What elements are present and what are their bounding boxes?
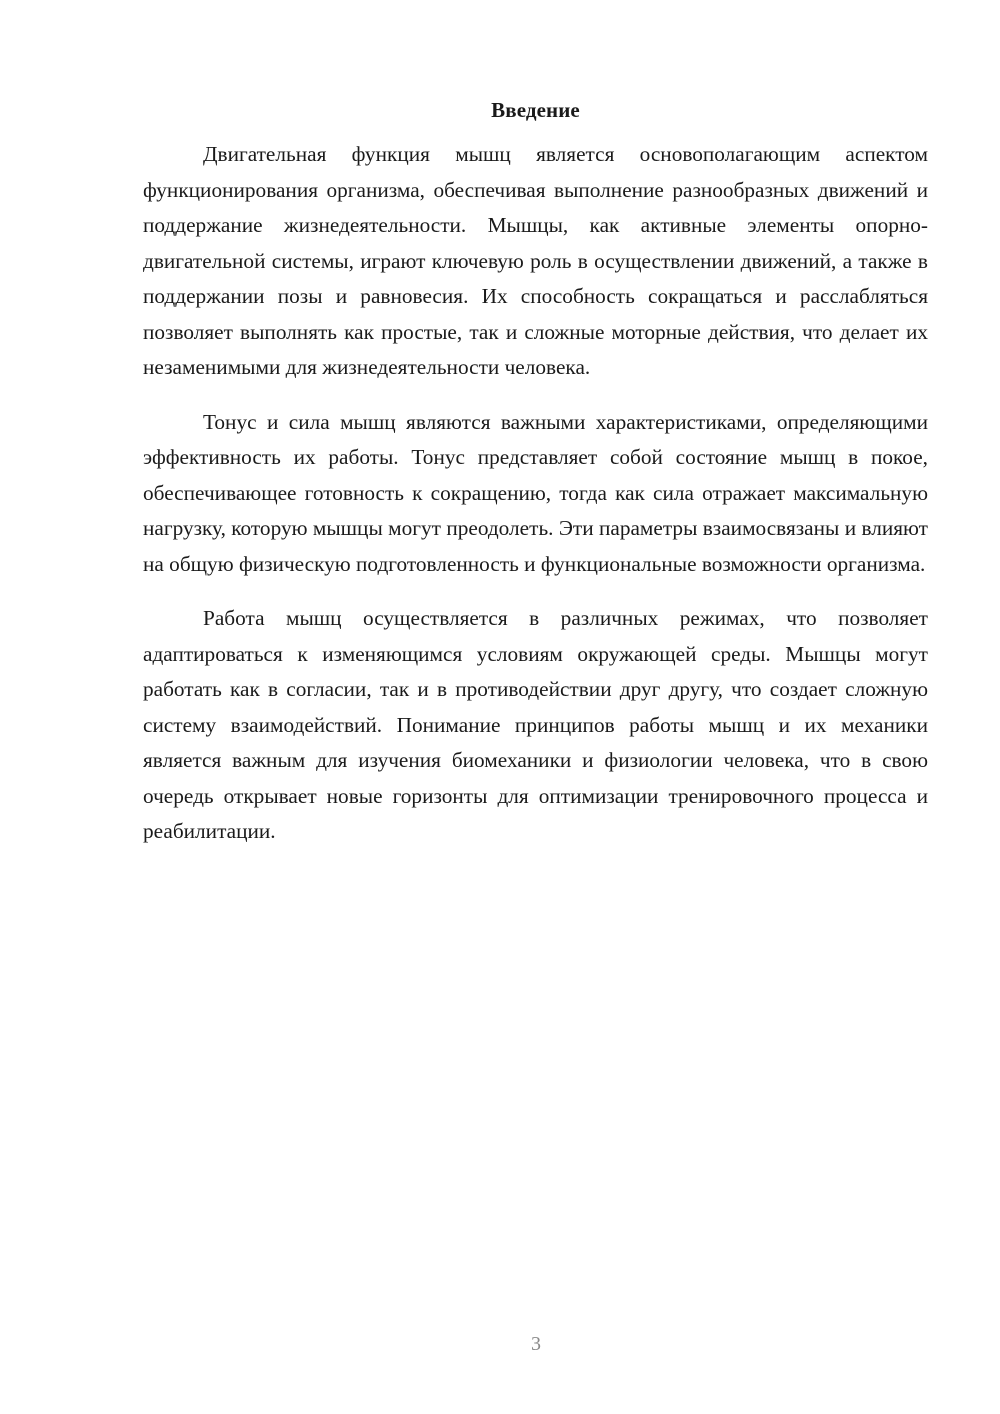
page-number: 3: [531, 1333, 541, 1355]
page-content: [143, 95, 928, 869]
paragraph-3: Работа мышц осуществляется в различных режимах, что позволяет адаптироваться к изменяющимся условиям окружающей среды. Мышцы могут работать как в согласии, так и в противодействии друг другу, что создает сложную систему взаимодействий. Понимание принципов работы мышц и их механики является важным для изучения биомеханики и физиологии человека, что в свою очередь открывает новые горизонты для оптимизации тренировочного процесса и реабилитации.: [143, 606, 928, 843]
section-heading: Введение: [491, 98, 580, 122]
paragraph-1: Двигательная функция мышц является основополагающим аспектом функционирования организма, обеспечивая выполнение разнообразных движений и поддержание жизнедеятельности. Мышцы, как активные элементы опорно-двигательной системы, играют ключевую роль в осуществлении движений, а также в поддержании позы и равновесия. Их способность сокращаться и расслабляться позволяет выполнять как простые, так и сложные моторные действия, что делает их незаменимыми для жизнедеятельности человека.: [143, 142, 928, 379]
paragraph-2: Тонус и сила мышц являются важными характеристиками, определяющими эффективность их работы. Тонус представляет собой состояние мышц в покое, обеспечивающее готовность к сокращению, тогда как сила отражает максимальную нагрузку, которую мышцы могут преодолеть. Эти параметры взаимосвязаны и влияют на общую физическую подготовленность и функциональные возможности организма.: [143, 409, 928, 576]
